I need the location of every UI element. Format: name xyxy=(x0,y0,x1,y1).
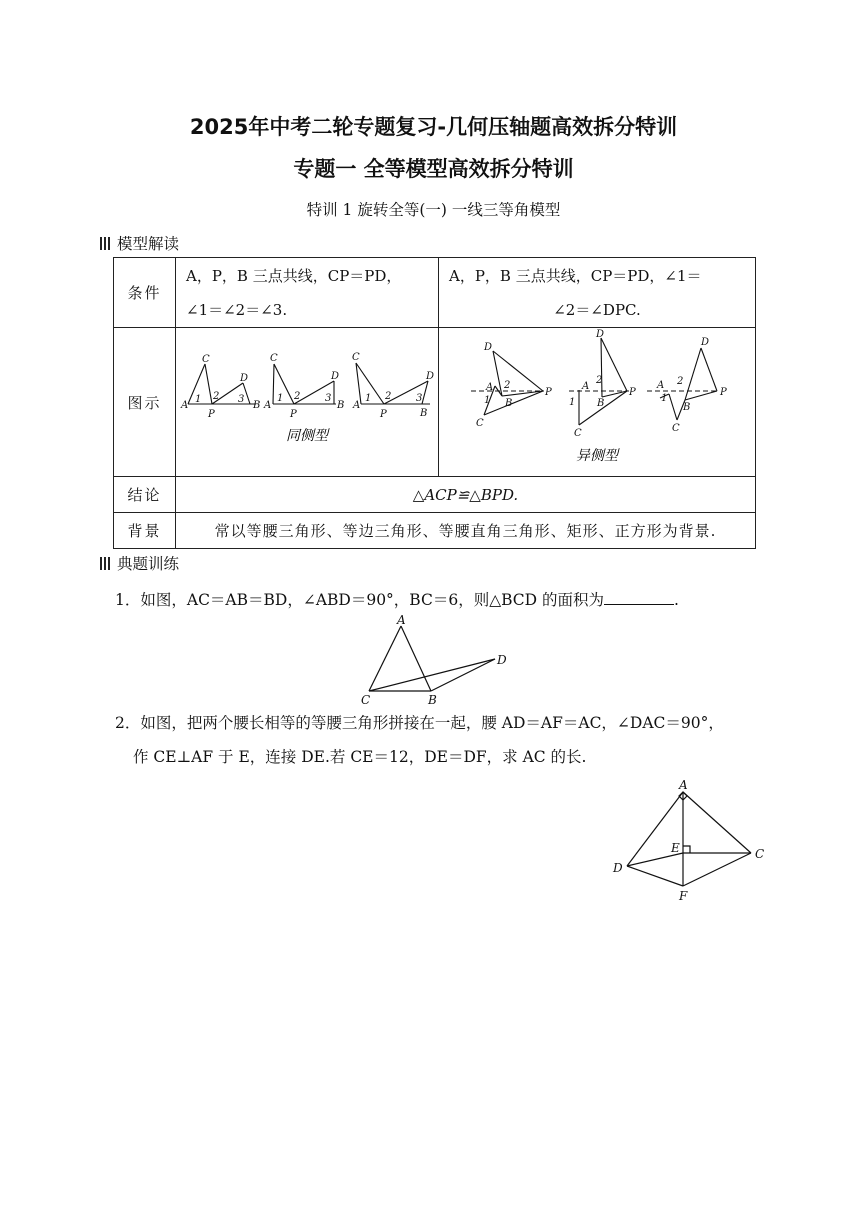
diff-side-diagrams xyxy=(439,328,755,476)
background-text: 常以等腰三角形、等边三角形、等腰直角三角形、矩形、正方形为背景. xyxy=(176,513,756,549)
document-title: 2025年中考二轮专题复习-几何压轴题高效拆分特训 xyxy=(189,115,678,139)
label-A: A xyxy=(397,613,406,627)
label-C: C xyxy=(270,353,278,364)
label-A: A xyxy=(353,400,361,411)
angle-1: 1 xyxy=(365,393,372,404)
conclusion-text: △ACP≌△BPD. xyxy=(176,477,756,513)
condition-left-line2: ∠1＝∠2＝∠3. xyxy=(186,300,288,319)
angle-1: 1 xyxy=(484,395,491,406)
label-A: A xyxy=(679,778,688,792)
question-1-text: 如图，AC＝AB＝BD，∠ABD＝90°，BC＝6，则△BCD 的面积为 xyxy=(140,591,605,609)
question-1-number: 1． xyxy=(115,591,141,609)
condition-right-line2: ∠2＝∠DPC. xyxy=(553,300,641,319)
angle-2: 2 xyxy=(385,391,392,402)
angle-2: 2 xyxy=(504,380,511,391)
label-C: C xyxy=(755,847,765,861)
question-1-diagram xyxy=(355,612,515,712)
label-C: C xyxy=(672,423,680,434)
label-F: F xyxy=(679,889,688,903)
table-row xyxy=(114,477,756,513)
table-row xyxy=(114,258,756,328)
label-P: P xyxy=(545,387,552,398)
angle-1: 1 xyxy=(661,393,668,404)
label-A: A xyxy=(582,381,590,392)
angle-2: 2 xyxy=(596,375,603,386)
label-P: P xyxy=(629,387,636,398)
label-P: P xyxy=(380,409,387,420)
angle-2: 2 xyxy=(294,391,301,402)
angle-1: 1 xyxy=(195,394,202,405)
label-E: E xyxy=(671,841,680,855)
label-condition: 条件 xyxy=(114,258,176,328)
section-bars-icon xyxy=(100,237,111,250)
label-figure: 图示 xyxy=(114,328,176,477)
question-2-line1: 如图，把两个腰长相等的等腰三角形拼接在一起，腰 AD＝AF＝AC，∠DAC＝90°， xyxy=(140,714,724,732)
condition-left-line1: A，P，B 三点共线，CP＝PD， xyxy=(186,266,402,285)
label-D: D xyxy=(240,373,249,384)
caption-diff-side: 异侧型 xyxy=(576,448,618,464)
label-C: C xyxy=(202,354,210,365)
label-B: B xyxy=(683,402,691,413)
angle-1: 1 xyxy=(569,397,576,408)
figure-same-side xyxy=(176,328,439,477)
label-D: D xyxy=(497,653,507,667)
figure-diff-side xyxy=(439,328,756,477)
label-P: P xyxy=(208,409,215,420)
question-2 xyxy=(115,706,724,774)
label-A: A xyxy=(181,400,189,411)
model-table xyxy=(113,257,756,549)
label-B: B xyxy=(505,398,513,409)
section-practice-label: 典题训练 xyxy=(117,555,180,573)
label-D: D xyxy=(701,337,710,348)
label-D: D xyxy=(331,371,340,382)
angle-2: 2 xyxy=(677,376,684,387)
label-C: C xyxy=(352,352,360,363)
label-D: D xyxy=(426,371,435,382)
condition-diff-side xyxy=(439,258,756,328)
caption-same-side: 同侧型 xyxy=(286,428,328,444)
subtopic-title: 特训 1 旋转全等(一) 一线三等角模型 xyxy=(306,201,561,219)
label-D: D xyxy=(613,861,623,875)
label-P: P xyxy=(720,387,727,398)
label-A: A xyxy=(486,382,494,393)
condition-same-side xyxy=(176,258,439,328)
label-D: D xyxy=(484,342,493,353)
section-practice-heading xyxy=(100,552,179,574)
table-row xyxy=(114,513,756,549)
label-B: B xyxy=(428,693,437,707)
label-B: B xyxy=(337,400,345,411)
same-side-diagrams xyxy=(176,328,438,476)
label-C: C xyxy=(361,693,371,707)
label-conclusion: 结论 xyxy=(114,477,176,513)
angle-3: 3 xyxy=(238,394,245,405)
label-B: B xyxy=(420,408,428,419)
section-model-label: 模型解读 xyxy=(117,235,180,253)
table-row xyxy=(114,328,756,477)
question-1-end: . xyxy=(674,591,679,609)
label-P: P xyxy=(290,409,297,420)
question-2-number: 2． xyxy=(115,714,141,732)
label-B: B xyxy=(597,398,605,409)
label-A: A xyxy=(657,380,665,391)
label-D: D xyxy=(596,329,605,340)
label-C: C xyxy=(574,428,582,439)
question-2-line2: 作 CE⊥AF 于 E，连接 DE.若 CE＝12，DE＝DF，求 AC 的长. xyxy=(133,748,587,766)
label-B: B xyxy=(253,400,261,411)
section-bars-icon xyxy=(100,557,111,570)
angle-3: 3 xyxy=(325,393,332,404)
label-background: 背景 xyxy=(114,513,176,549)
angle-1: 1 xyxy=(277,393,284,404)
condition-right-line1: A，P，B 三点共线，CP＝PD，∠1＝ xyxy=(449,266,702,285)
answer-blank xyxy=(604,590,674,605)
label-C: C xyxy=(476,418,484,429)
label-A: A xyxy=(264,400,272,411)
question-2-diagram xyxy=(605,776,780,906)
angle-3: 3 xyxy=(416,393,423,404)
section-model-heading xyxy=(100,232,179,254)
angle-2: 2 xyxy=(213,391,220,402)
topic-title: 专题一 全等模型高效拆分特训 xyxy=(293,157,574,181)
